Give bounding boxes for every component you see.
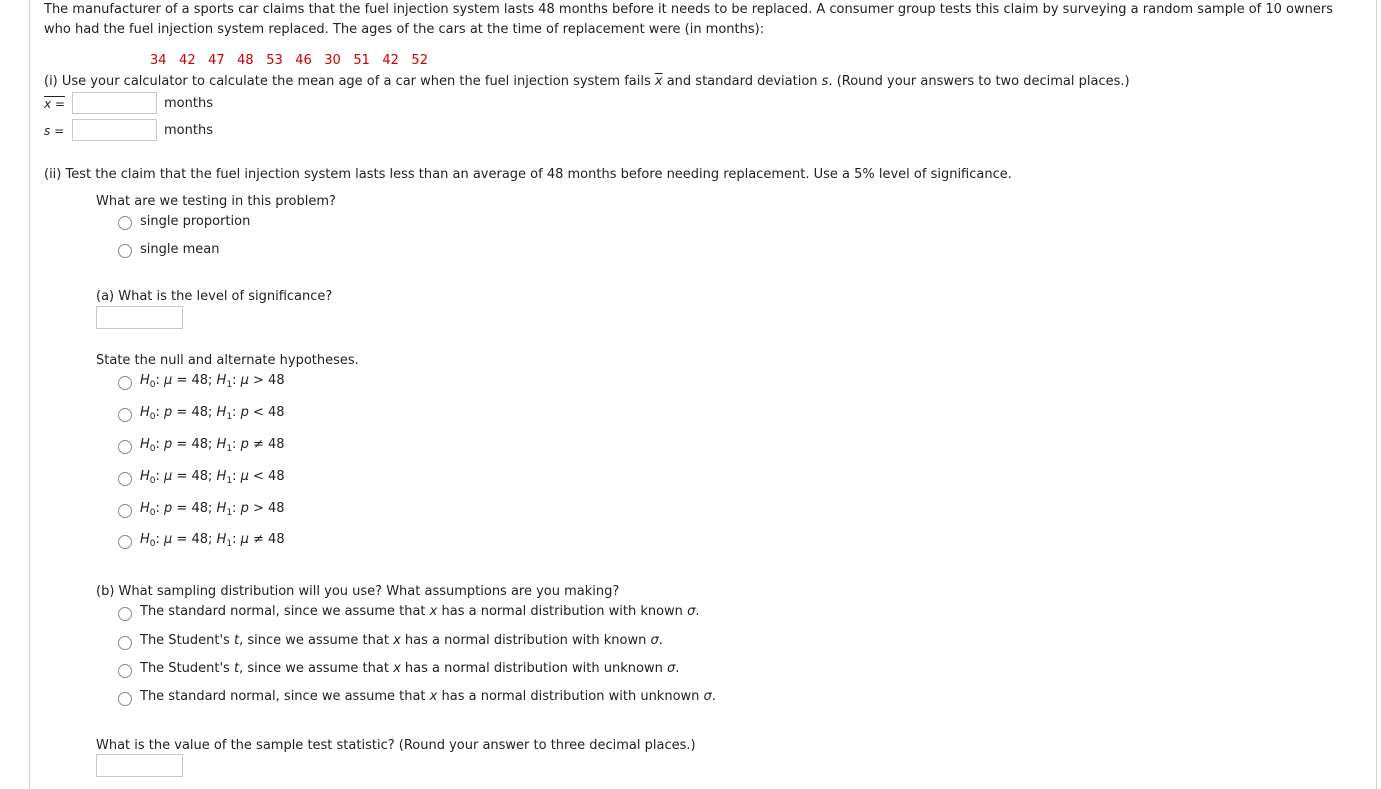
option-hypothesis-1[interactable]: $H_0$: μ = 48; $H_1$: μ > 48: [140, 373, 285, 390]
age-value: 47: [208, 53, 225, 68]
option-hypothesis-3[interactable]: $H_0$: p = 48; $H_1$: p ≠ 48: [140, 437, 285, 454]
mean-input[interactable]: [72, 92, 157, 114]
option-distribution-1[interactable]: The standard normal, since we assume that x has a normal distribution with known σ.: [140, 604, 700, 619]
part-ii-text: (ii) Test the claim that the fuel injection system lasts less than an average of 48 months before needing replacement. Use a 5% level of significance.: [44, 167, 1012, 182]
significance-input[interactable]: [96, 306, 183, 329]
sd-label: s =: [44, 124, 65, 138]
option-hypothesis-6[interactable]: $H_0$: μ = 48; $H_1$: μ ≠ 48: [140, 532, 285, 549]
test-statistic-question: What is the value of the sample test statistic? (Round your answer to three decimal places.): [96, 738, 696, 753]
radio-hypothesis-2[interactable]: [118, 408, 132, 422]
radio-hypothesis-3[interactable]: [118, 440, 132, 454]
radio-hypothesis-6[interactable]: [118, 535, 132, 549]
sd-input[interactable]: [72, 119, 157, 141]
age-value: 51: [353, 53, 370, 68]
sd-unit: months: [164, 123, 213, 138]
x-bar-symbol: $\overline{x}$: [654, 74, 663, 89]
radio-distribution-2[interactable]: [118, 636, 132, 650]
radio-hypothesis-5[interactable]: [118, 504, 132, 518]
testing-question: What are we testing in this problem?: [96, 194, 336, 209]
age-value: 42: [382, 53, 399, 68]
part-i-text: (i) Use your calculator to calculate the mean age of a car when the fuel injection system fails $\overline{x}$ and standard deviation s. (Round your answers to two decimal places.): [44, 74, 1130, 89]
radio-distribution-3[interactable]: [118, 664, 132, 678]
option-single-mean[interactable]: single mean: [140, 242, 220, 257]
option-single-proportion[interactable]: single proportion: [140, 214, 251, 229]
radio-distribution-1[interactable]: [118, 607, 132, 621]
option-distribution-2[interactable]: The Student's t, since we assume that x has a normal distribution with known σ.: [140, 633, 663, 648]
mean-label: x =: [44, 97, 65, 111]
ages-list: [150, 53, 440, 68]
age-value: 30: [324, 53, 341, 68]
s-symbol: s: [821, 74, 829, 89]
distribution-question: (b) What sampling distribution will you use? What assumptions are you making?: [96, 584, 620, 599]
option-hypothesis-2[interactable]: $H_0$: p = 48; $H_1$: p < 48: [140, 405, 285, 422]
option-distribution-3[interactable]: The Student's t, since we assume that x has a normal distribution with unknown σ.: [140, 661, 680, 676]
age-value: 48: [237, 53, 254, 68]
age-value: 53: [266, 53, 283, 68]
radio-distribution-4[interactable]: [118, 692, 132, 706]
option-hypothesis-5[interactable]: $H_0$: p = 48; $H_1$: p > 48: [140, 501, 285, 518]
option-distribution-4[interactable]: The standard normal, since we assume that x has a normal distribution with unknown σ.: [140, 689, 716, 704]
age-value: 46: [295, 53, 312, 68]
radio-single-proportion[interactable]: [118, 216, 132, 230]
age-value: 42: [179, 53, 196, 68]
radio-single-mean[interactable]: [118, 244, 132, 258]
significance-question: (a) What is the level of significance?: [96, 289, 333, 304]
radio-hypothesis-1[interactable]: [118, 376, 132, 390]
radio-hypothesis-4[interactable]: [118, 472, 132, 486]
hypotheses-question: State the null and alternate hypotheses.: [96, 353, 359, 368]
age-value: 34: [150, 53, 167, 68]
age-value: 52: [411, 53, 428, 68]
test-statistic-input[interactable]: [96, 754, 183, 777]
option-hypothesis-4[interactable]: $H_0$: μ = 48; $H_1$: μ < 48: [140, 469, 285, 486]
problem-intro: The manufacturer of a sports car claims that the fuel injection system lasts 48 months before it needs to be replaced. A consumer group tests this claim by surveying a random sample of 10 owners who had the fuel injection system replaced. The ages of the cars at the time of replacement were (in months):: [44, 2, 1333, 37]
mean-unit: months: [164, 96, 213, 111]
